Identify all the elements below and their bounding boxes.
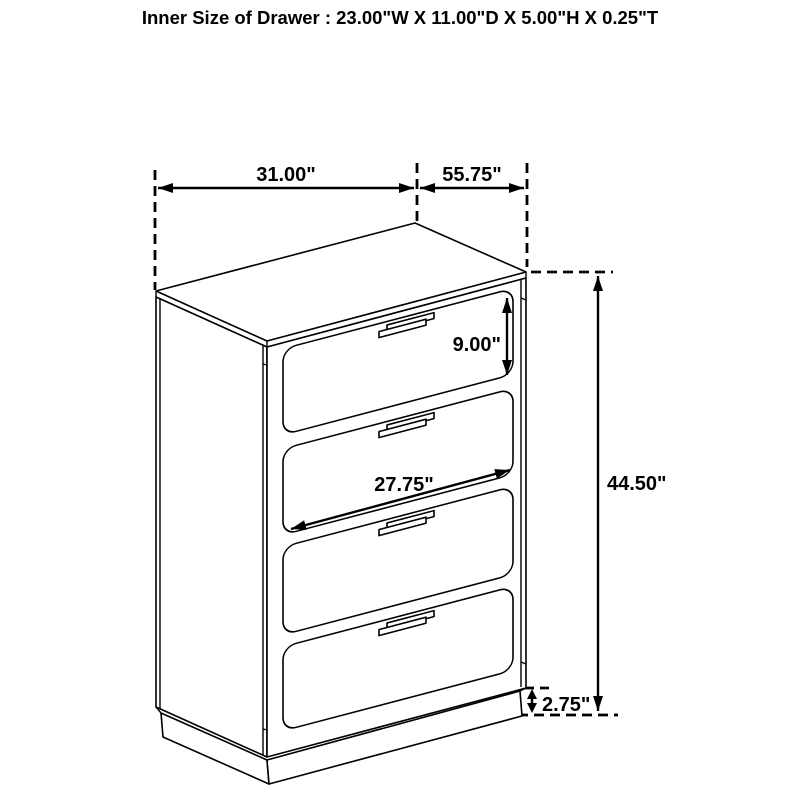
label-drawer-height: 9.00": [452, 334, 501, 356]
chest-left-panel: [156, 297, 267, 757]
dimension-arrow-base-height: [527, 689, 537, 713]
diagram-title: Inner Size of Drawer : 23.00"W X 11.00"D X 5.00"H X 0.25"T: [141, 7, 659, 28]
label-overall-height: 44.50": [607, 473, 667, 495]
label-top-width: 31.00": [256, 164, 316, 186]
joint-tick-left-bottom: [263, 729, 267, 730]
label-base-height: 2.75": [542, 694, 591, 716]
label-drawer-width: 27.75": [374, 474, 434, 496]
chest-drawing: [156, 223, 526, 784]
joint-tick-left-top: [263, 364, 267, 365]
label-top-depth: 55.75": [442, 164, 502, 186]
